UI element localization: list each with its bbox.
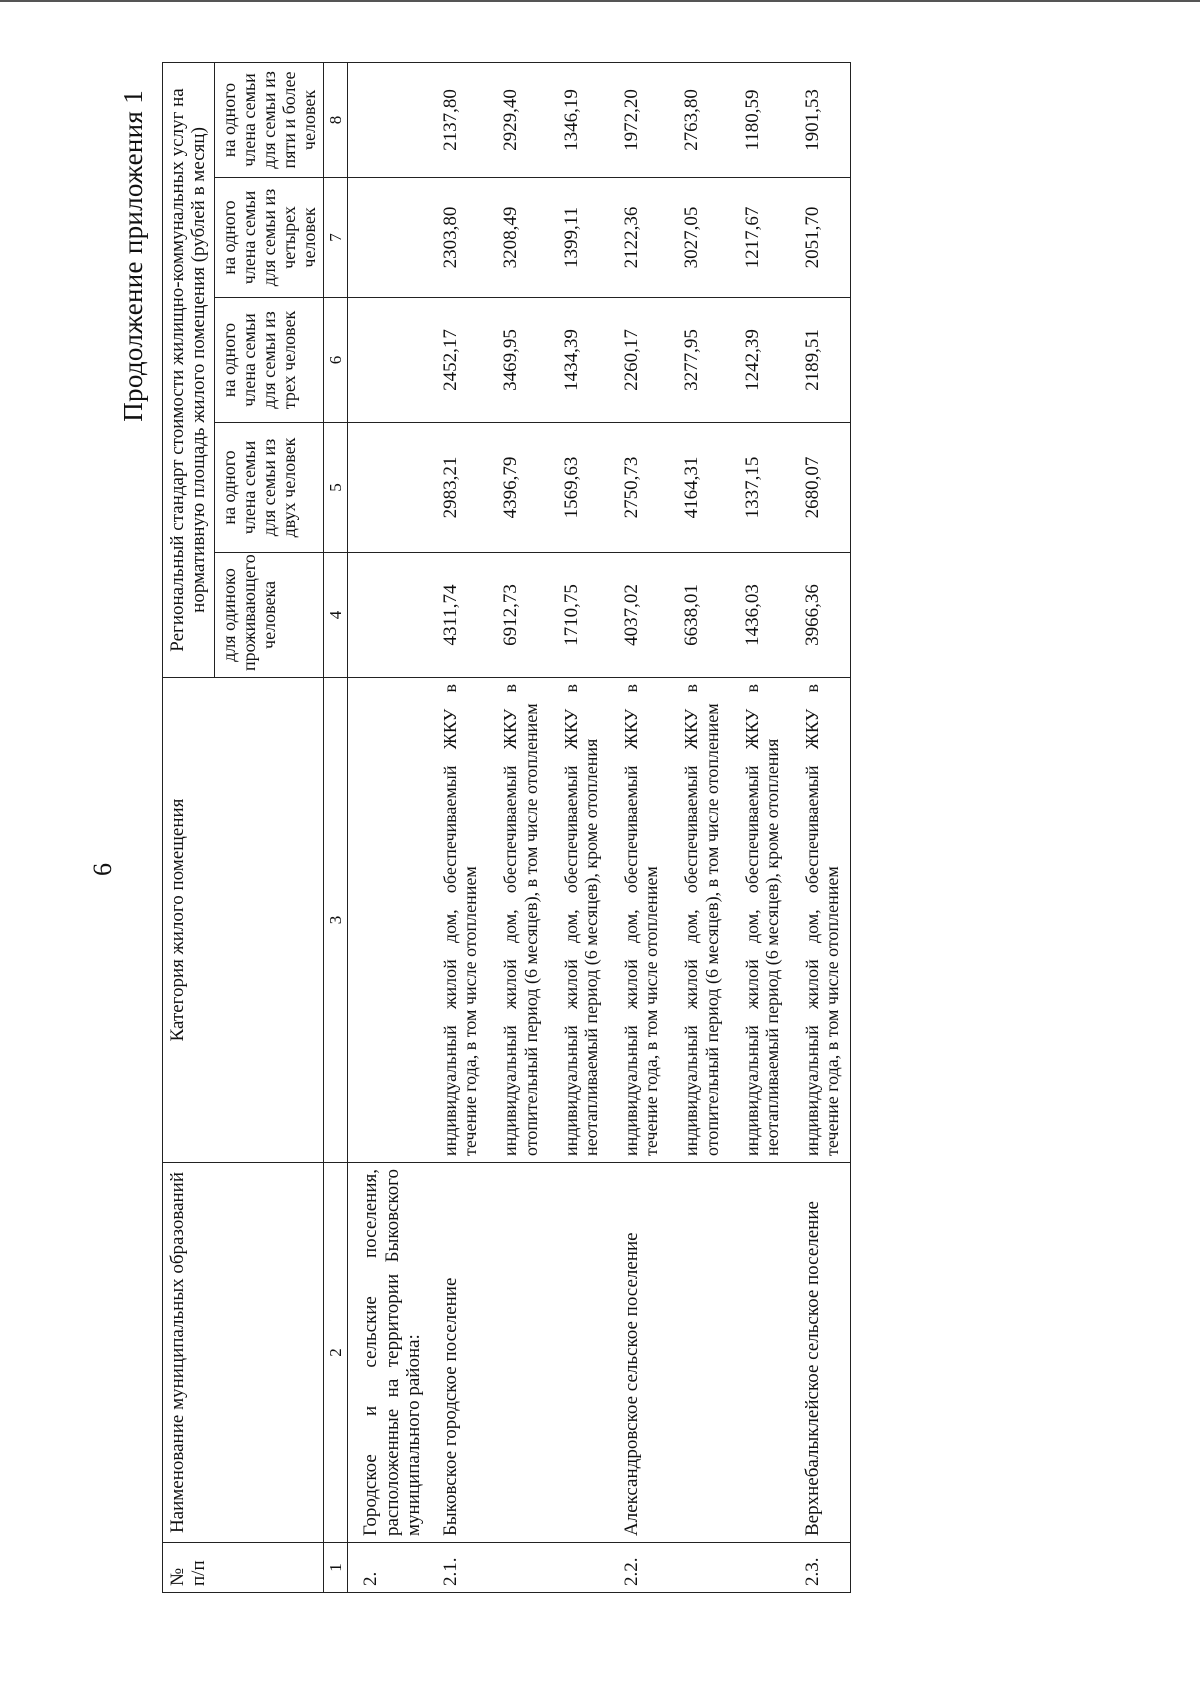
value-two: 4396,79: [488, 423, 548, 553]
category-text: индивидуальный жилой дом, обеспечиваемый ЖКУ в течение года, в том числе отоплением: [609, 678, 669, 1163]
value-five-plus: 1901,53: [790, 62, 851, 177]
page-number: 6: [88, 863, 117, 876]
col-number: 4: [324, 553, 348, 678]
col-number: 5: [324, 423, 348, 553]
value-five-plus: 2137,80: [428, 62, 488, 177]
row-number: 2.2.: [609, 1543, 669, 1593]
value-three: [348, 298, 428, 423]
table-row: [609, 62, 669, 1592]
table-row: [669, 62, 729, 1592]
category-text: [348, 678, 428, 1163]
value-four: 2051,70: [790, 178, 851, 298]
header-col-two: на одного члена семьи для семьи из двух человек: [214, 423, 324, 553]
value-single: 6638,01: [669, 553, 729, 678]
value-single: 3966,36: [790, 553, 851, 678]
header-municipality: Наименование муниципальных образований: [163, 1163, 324, 1543]
value-four: 3027,05: [669, 178, 729, 298]
table-row: [488, 62, 548, 1592]
col-number: 7: [324, 178, 348, 298]
row-number: [549, 1543, 609, 1593]
value-single: 1436,03: [730, 553, 790, 678]
municipality-name: [730, 1163, 790, 1543]
value-two: 4164,31: [669, 423, 729, 553]
category-text: индивидуальный жилой дом, обеспечиваемый ЖКУ в отопительный период (6 месяцев), в том числе отоплением: [669, 678, 729, 1163]
col-number: 8: [324, 62, 348, 177]
header-num: № п/п: [163, 1543, 324, 1593]
value-three: 2189,51: [790, 298, 851, 423]
document-title: Продолжение приложения 1: [118, 90, 148, 422]
category-text: индивидуальный жилой дом, обеспечиваемый ЖКУ в неотапливаемый период (6 месяцев), кроме отопления: [549, 678, 609, 1163]
value-two: 2750,73: [609, 423, 669, 553]
header-standard: Региональный стандарт стоимости жилищно-коммунальных услуг на нормативную площадь жилого помещения (рублей в месяц): [163, 62, 215, 677]
municipality-name: Городское и сельские поселения, расположенные на территории Быковского муниципального района:: [348, 1163, 428, 1543]
value-three: 3469,95: [488, 298, 548, 423]
value-five-plus: 1346,19: [549, 62, 609, 177]
row-number: [488, 1543, 548, 1593]
municipality-name: Александровское сельское поселение: [609, 1163, 669, 1543]
value-single: 4037,02: [609, 553, 669, 678]
category-text: индивидуальный жилой дом, обеспечиваемый ЖКУ в отопительный период (6 месяцев), в том числе отоплением: [488, 678, 548, 1163]
value-five-plus: 2929,40: [488, 62, 548, 177]
header-col-five-plus: на одного члена семьи для семьи из пяти и более человек: [214, 62, 324, 177]
value-four: [348, 178, 428, 298]
value-four: 1399,11: [549, 178, 609, 298]
col-number: 3: [324, 678, 348, 1163]
value-two: 2983,21: [428, 423, 488, 553]
municipality-name: [669, 1163, 729, 1543]
value-two: 1569,63: [549, 423, 609, 553]
row-number: 2.1.: [428, 1543, 488, 1593]
value-four: 2122,36: [609, 178, 669, 298]
table-row: [549, 62, 609, 1592]
value-four: 1217,67: [730, 178, 790, 298]
municipality-name: Быковское городское поселение: [428, 1163, 488, 1543]
header-col-three: на одного члена семьи для семьи из трех человек: [214, 298, 324, 423]
value-five-plus: 1972,20: [609, 62, 669, 177]
table-row: [730, 62, 790, 1592]
value-five-plus: 2763,80: [669, 62, 729, 177]
header-col-four: на одного члена семьи для семьи из четырех человек: [214, 178, 324, 298]
value-single: [348, 553, 428, 678]
col-number: 6: [324, 298, 348, 423]
value-four: 2303,80: [428, 178, 488, 298]
value-three: 1434,39: [549, 298, 609, 423]
row-number: [730, 1543, 790, 1593]
column-numbers-row: [324, 62, 348, 1592]
value-two: 1337,15: [730, 423, 790, 553]
category-text: индивидуальный жилой дом, обеспечиваемый ЖКУ в течение года, в том числе отоплением: [428, 678, 488, 1163]
municipality-name: Верхнебалыклейское сельское поселение: [790, 1163, 851, 1543]
value-five-plus: [348, 62, 428, 177]
value-five-plus: 1180,59: [730, 62, 790, 177]
category-text: индивидуальный жилой дом, обеспечиваемый ЖКУ в течение года, в том числе отоплением: [790, 678, 851, 1163]
municipality-name: [549, 1163, 609, 1543]
row-number: 2.3.: [790, 1543, 851, 1593]
col-number: 2: [324, 1163, 348, 1543]
municipality-name: [488, 1163, 548, 1543]
value-single: 6912,73: [488, 553, 548, 678]
row-number: 2.: [348, 1543, 428, 1593]
value-single: 4311,74: [428, 553, 488, 678]
table-row: [790, 62, 851, 1592]
row-number: [669, 1543, 729, 1593]
value-single: 1710,75: [549, 553, 609, 678]
table-row: [348, 62, 428, 1592]
value-two: 2680,07: [790, 423, 851, 553]
value-four: 3208,49: [488, 178, 548, 298]
col-number: 1: [324, 1543, 348, 1593]
value-three: 3277,95: [669, 298, 729, 423]
value-three: 2452,17: [428, 298, 488, 423]
value-three: 2260,17: [609, 298, 669, 423]
category-text: индивидуальный жилой дом, обеспечиваемый ЖКУ в неотапливаемый период (6 месяцев), кроме отопления: [730, 678, 790, 1163]
header-col-single: для одиноко проживающего человека: [214, 553, 324, 678]
table-row: [428, 62, 488, 1592]
header-category: Категория жилого помещения: [163, 678, 324, 1163]
housing-standard-table: [162, 62, 851, 1593]
value-two: [348, 423, 428, 553]
value-three: 1242,39: [730, 298, 790, 423]
